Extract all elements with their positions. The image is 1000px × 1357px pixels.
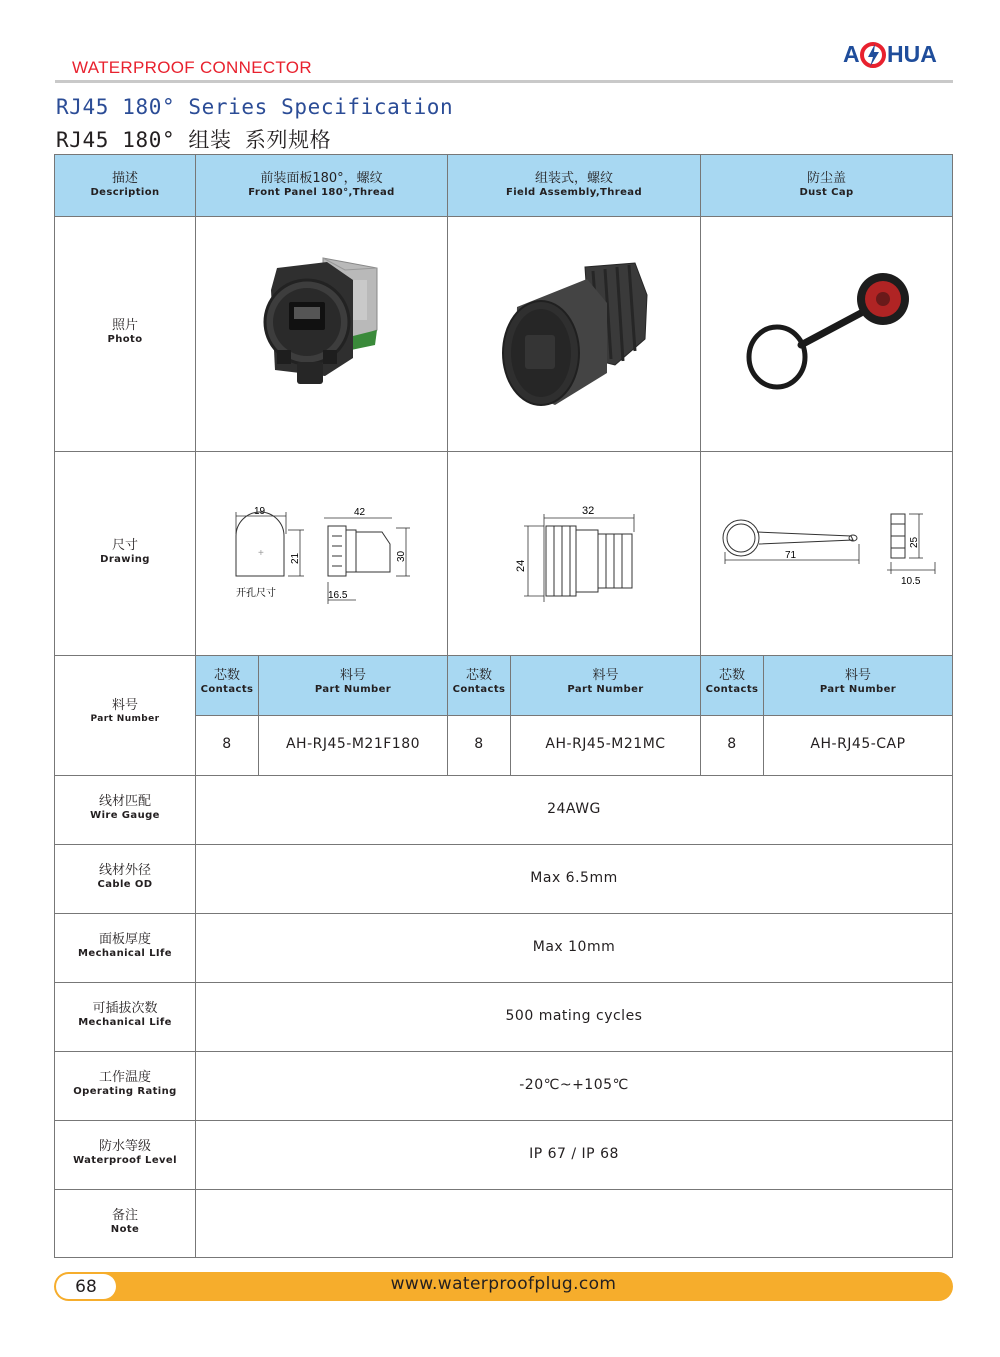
field-assembly-connector-image — [495, 255, 655, 415]
spec-zh: 工作温度 — [98, 1070, 151, 1085]
dust-cap-drawing — [701, 452, 952, 655]
photo-zh: 照片 — [111, 318, 138, 333]
contacts-header — [448, 669, 510, 695]
column-en: Dust Cap — [799, 186, 854, 198]
spec-zh: 防水等级 — [98, 1139, 151, 1154]
footer-bar — [54, 1272, 953, 1301]
column-en: Field Assembly,Thread — [505, 186, 643, 198]
column-header-front-panel — [196, 172, 447, 198]
column-header-field-assembly — [448, 172, 700, 198]
front-panel-connector-image — [245, 250, 395, 420]
pn-zh: 料号 — [844, 668, 871, 683]
part-number-en: Part Number — [90, 713, 160, 724]
pn-en: Part Number — [314, 683, 392, 695]
brand-logo — [843, 38, 953, 72]
front-panel-drawing — [196, 452, 447, 655]
subtitle-zh: RJ45 180° 组装 系列规格 — [56, 128, 332, 152]
description-header — [55, 172, 195, 198]
cutout-note: 开孔尺寸 — [236, 588, 276, 599]
contacts-zh: 芯数 — [213, 668, 240, 683]
spec-zh: 线材匹配 — [98, 794, 151, 809]
spec-value-mating-cycles: 500 mating cycles — [505, 1008, 643, 1024]
contacts-en: Contacts — [705, 683, 759, 695]
spec-value-waterproof: IP 67 / IP 68 — [529, 1146, 619, 1162]
contacts-value: 8 — [727, 736, 737, 752]
photo-label — [55, 319, 195, 345]
dim-16-5: 16.5 — [328, 590, 348, 601]
spec-value-panel-thickness: Max 10mm — [532, 939, 616, 955]
pn-zh: 料号 — [339, 668, 366, 683]
dim-71: 71 — [785, 550, 797, 561]
logo-text-right: HUA — [887, 41, 937, 67]
part-number-zh: 料号 — [111, 698, 138, 713]
spec-label-waterproof — [55, 1140, 195, 1166]
column-zh: 前装面板180°，螺纹 — [260, 171, 383, 186]
pn-en: Part Number — [567, 683, 644, 695]
spec-label-cable-od — [55, 864, 195, 890]
part-number-value: AH-RJ45-M21MC — [545, 736, 666, 752]
section-title: WATERPROOF CONNECTOR — [72, 58, 312, 77]
pn-header — [259, 669, 447, 695]
spec-value-cable-od: Max 6.5mm — [530, 870, 618, 886]
spec-zh: 面板厚度 — [98, 932, 151, 947]
part-number-value: AH-RJ45-CAP — [810, 736, 906, 752]
description-zh: 描述 — [111, 171, 138, 186]
svg-text:+: + — [258, 548, 264, 559]
part-number-label — [55, 699, 195, 724]
spec-value-wire-gauge: 24AWG — [547, 801, 601, 817]
contacts-zh: 芯数 — [465, 668, 492, 683]
spec-en: Cable OD — [97, 878, 153, 890]
header-divider — [55, 80, 953, 83]
drawing-en: Drawing — [100, 553, 150, 565]
contacts-value: 8 — [222, 736, 232, 752]
dim-30: 30 — [396, 550, 407, 562]
pn-header — [764, 669, 952, 695]
contacts-zh: 芯数 — [718, 668, 745, 683]
contacts-en: Contacts — [200, 683, 254, 695]
pn-en: Part Number — [819, 683, 897, 695]
spec-label-mating-cycles — [55, 1002, 195, 1028]
logo-mark-icon — [860, 40, 886, 70]
contacts-header — [701, 669, 763, 695]
column-zh: 组装式，螺纹 — [534, 171, 613, 186]
spec-en: Waterproof Level — [73, 1154, 177, 1166]
dim-25: 25 — [909, 536, 920, 548]
column-header-dust-cap — [701, 172, 952, 198]
website-link[interactable]: www.waterproofplug.com — [390, 1274, 617, 1294]
spec-value-operating-temp: -20℃~+105℃ — [519, 1077, 629, 1093]
dim-42: 42 — [354, 507, 366, 518]
spec-en: Wire Gauge — [90, 809, 160, 821]
column-en: Front Panel 180°,Thread — [248, 186, 395, 198]
contacts-header — [196, 669, 258, 695]
spec-label-note — [55, 1209, 195, 1235]
dim-10-5: 10.5 — [901, 576, 921, 587]
logo-text-left: A — [843, 41, 860, 67]
contacts-en: Contacts — [452, 683, 506, 695]
spec-en: Note — [110, 1223, 140, 1235]
dim-32: 32 — [582, 505, 595, 517]
page-number: 68 — [56, 1274, 116, 1299]
spec-en: Mechanical Life — [78, 1016, 172, 1028]
dim-19: 19 — [254, 506, 266, 517]
spec-label-operating-temp — [55, 1071, 195, 1097]
spec-label-panel-thickness — [55, 933, 195, 959]
field-assembly-drawing — [448, 452, 700, 655]
subtitle-en: RJ45 180° Series Specification — [56, 95, 454, 119]
spec-label-wire-gauge — [55, 795, 195, 821]
spec-zh: 线材外径 — [98, 863, 151, 878]
column-zh: 防尘盖 — [806, 171, 846, 186]
spec-zh: 可插拔次数 — [92, 1001, 158, 1016]
part-number-value: AH-RJ45-M21F180 — [285, 736, 421, 752]
spec-table — [54, 154, 953, 1258]
photo-en: Photo — [107, 333, 143, 345]
pn-header — [511, 669, 700, 695]
dim-24: 24 — [515, 559, 527, 572]
description-en: Description — [90, 186, 160, 198]
spec-zh: 备注 — [111, 1208, 138, 1223]
spec-en: Operating Rating — [73, 1085, 177, 1097]
dim-21: 21 — [290, 552, 301, 564]
spec-en: Mechanical LIfe — [78, 947, 172, 959]
dust-cap-image — [743, 265, 923, 405]
drawing-zh: 尺寸 — [111, 538, 138, 553]
contacts-value: 8 — [474, 736, 484, 752]
pn-zh: 料号 — [592, 668, 619, 683]
drawing-label — [55, 539, 195, 565]
